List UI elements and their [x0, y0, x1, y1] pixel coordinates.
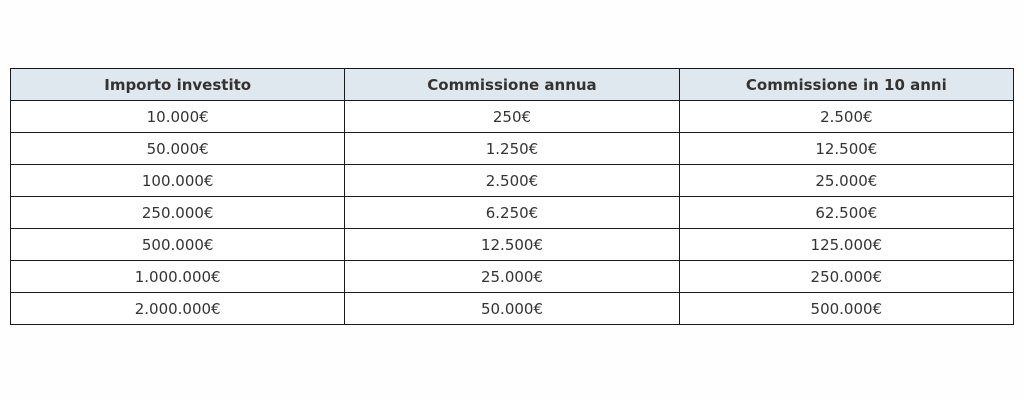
cell-amount-invested: 250.000€	[11, 197, 345, 229]
cell-fee-10-years: 125.000€	[679, 229, 1013, 261]
table-row	[11, 133, 1014, 165]
cell-annual-fee: 1.250€	[345, 133, 679, 165]
cell-amount-invested: 50.000€	[11, 133, 345, 165]
header-row	[11, 69, 1014, 101]
cell-amount-invested: 100.000€	[11, 165, 345, 197]
header-cell-amount-invested: Importo investito	[11, 69, 345, 101]
cell-fee-10-years: 62.500€	[679, 197, 1013, 229]
cell-fee-10-years: 2.500€	[679, 101, 1013, 133]
header-cell-annual-fee: Commissione annua	[345, 69, 679, 101]
cell-annual-fee: 250€	[345, 101, 679, 133]
cell-amount-invested: 2.000.000€	[11, 293, 345, 325]
table-row	[11, 165, 1014, 197]
cell-annual-fee: 2.500€	[345, 165, 679, 197]
cell-fee-10-years: 25.000€	[679, 165, 1013, 197]
table-row	[11, 261, 1014, 293]
cell-annual-fee: 25.000€	[345, 261, 679, 293]
cell-annual-fee: 12.500€	[345, 229, 679, 261]
table-body	[11, 101, 1014, 325]
table-row	[11, 101, 1014, 133]
table-row	[11, 229, 1014, 261]
cell-annual-fee: 6.250€	[345, 197, 679, 229]
fee-table-container	[10, 68, 1014, 325]
table-row	[11, 197, 1014, 229]
cell-fee-10-years: 250.000€	[679, 261, 1013, 293]
fee-table	[10, 68, 1014, 325]
table-row	[11, 293, 1014, 325]
header-cell-fee-10-years: Commissione in 10 anni	[679, 69, 1013, 101]
cell-amount-invested: 1.000.000€	[11, 261, 345, 293]
cell-fee-10-years: 500.000€	[679, 293, 1013, 325]
cell-amount-invested: 10.000€	[11, 101, 345, 133]
cell-amount-invested: 500.000€	[11, 229, 345, 261]
cell-fee-10-years: 12.500€	[679, 133, 1013, 165]
table-header	[11, 69, 1014, 101]
cell-annual-fee: 50.000€	[345, 293, 679, 325]
